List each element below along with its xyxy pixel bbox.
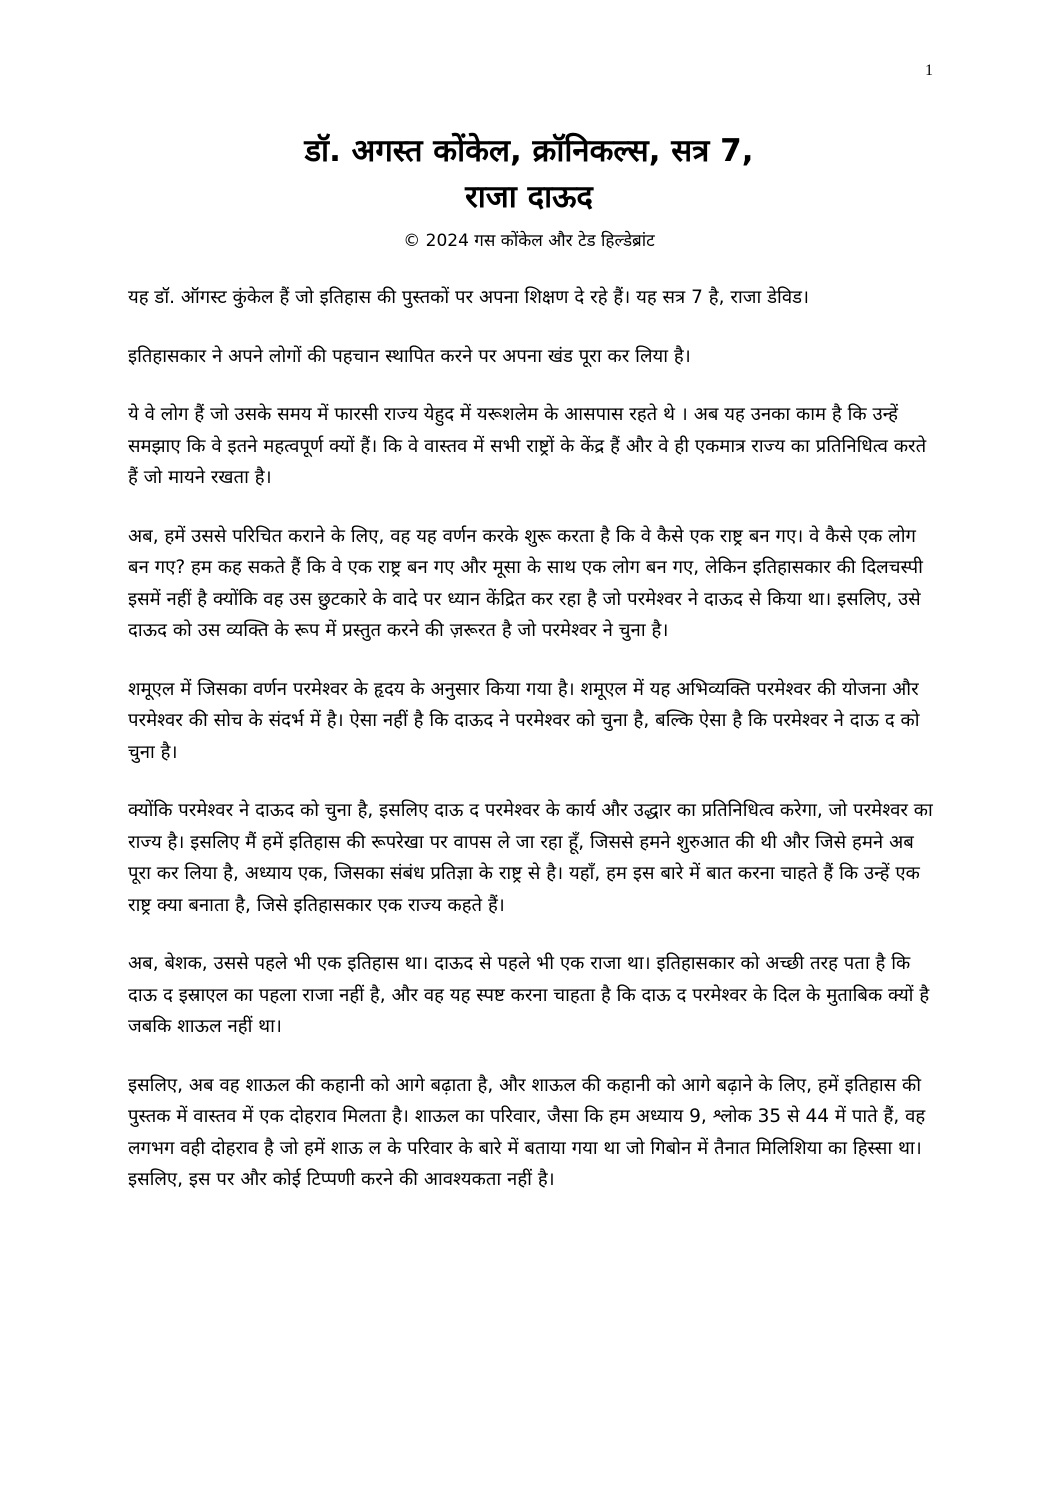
document-title <box>120 128 938 220</box>
paragraph-7: अब, बेशक, उससे पहले भी एक इतिहास था। दाऊद से पहले भी एक राजा था। इतिहासकार को अच्छी तरह पता है कि दाऊ द इस्राएल का पहला राजा नहीं है, और वह यह स्पष्ट करना चाहता है कि दाऊ द परमेश्वर के दिल के मुताबिक क्यों है जबकि शाऊल नहीं था। <box>128 953 930 1037</box>
paragraph-3: ये वे लोग हैं जो उसके समय में फारसी राज्य येहुद में यरूशलेम के आसपास रहते थे । अब यह उनका काम है कि उन्हें समझाए कि वे इतने महत्वपूर्ण क्यों हैं। कि वे वास्तव में सभी राष्ट्रों के केंद्र हैं और वे ही एकमात्र राज्य का प्रतिनिधित्व करते हैं जो मायने रखता है। <box>128 404 927 488</box>
paragraph-4: अब, हमें उससे परिचित कराने के लिए, वह यह वर्णन करके शुरू करता है कि वे कैसे एक राष्ट्र बन गए। वे कैसे एक लोग बन गए? हम कह सकते हैं कि वे एक राष्ट्र बन गए और मूसा के साथ एक लोग बन गए, लेकिन इतिहासकार की दिलचस्पी इसमें नहीं है क्योंकि वह उस छुटकारे के वादे पर ध्यान केंद्रित कर रहा है जो परमेश्वर ने दाऊद से किया था। इसलिए, उसे दाऊद को उस व्यक्ति के रूप में प्रस्तुत करने की ज़रूरत है जो परमेश्वर ने चुना है। <box>128 525 923 641</box>
paragraph-2: इतिहासकार ने अपने लोगों की पहचान स्थापित करने पर अपना खंड पूरा कर लिया है। <box>128 345 691 367</box>
document-body <box>128 282 934 1223</box>
paragraph-6: क्योंकि परमेश्वर ने दाऊद को चुना है, इसलिए दाऊ द परमेश्वर के कार्य और उद्धार का प्रतिनिधित्व करेगा, जो परमेश्वर का राज्य है। इसलिए मैं हमें इतिहास की रूपरेखा पर वापस ले जा रहा हूँ, जिससे हमने शुरुआत की थी और जिसे हमने अब पूरा कर लिया है, अध्याय एक, जिसका संबंध प्रतिज्ञा के राष्ट्र से है। यहाँ, हम इस बारे में बात करना चाहते हैं कि उन्हें एक राष्ट्र क्या बनाता है, जिसे इतिहासकार एक राज्य कहते हैं। <box>128 800 933 916</box>
paragraph-8: इसलिए, अब वह शाऊल की कहानी को आगे बढ़ाता है, और शाऊल की कहानी को आगे बढ़ाने के लिए, हमें इतिहास की पुस्तक में वास्तव में एक दोहराव मिलता है। शाऊल का परिवार, जैसा कि हम अध्याय 9, श्लोक 35 से 44 में पाते हैं, वह लगभग वही दोहराव है जो हमें शाऊ ल के परिवार के बारे में बताया गया था जो गिबोन में तैनात मिलिशिया का हिस्सा था। इसलिए, इस पर और कोई टिप्पणी करने की आवश्यकता नहीं है। <box>128 1074 926 1190</box>
page-number: 1 <box>925 62 933 79</box>
title-line-1: डॉ. अगस्त कोंकेल, क्रॉनिकल्स, सत्र 7, <box>304 133 754 169</box>
paragraph-5: शमूएल में जिसका वर्णन परमेश्वर के हृदय के अनुसार किया गया है। शमूएल में यह अभिव्यक्ति परमेश्वर की योजना और परमेश्वर की सोच के संदर्भ में है। ऐसा नहीं है कि दाऊद ने परमेश्वर को चुना है, बल्कि ऐसा है कि परमेश्वर ने दाऊ द को चुना है। <box>128 678 920 763</box>
title-line-2: राजा दाऊद <box>465 179 593 215</box>
paragraph-1: यह डॉ. ऑगस्ट कुंकेल हैं जो इतिहास की पुस्तकों पर अपना शिक्षण दे रहे हैं। यह सत्र 7 है, राजा डेविड। <box>128 287 810 308</box>
copyright-notice: © 2024 गस कोंकेल और टेड हिल्डेब्रांट <box>403 231 655 251</box>
